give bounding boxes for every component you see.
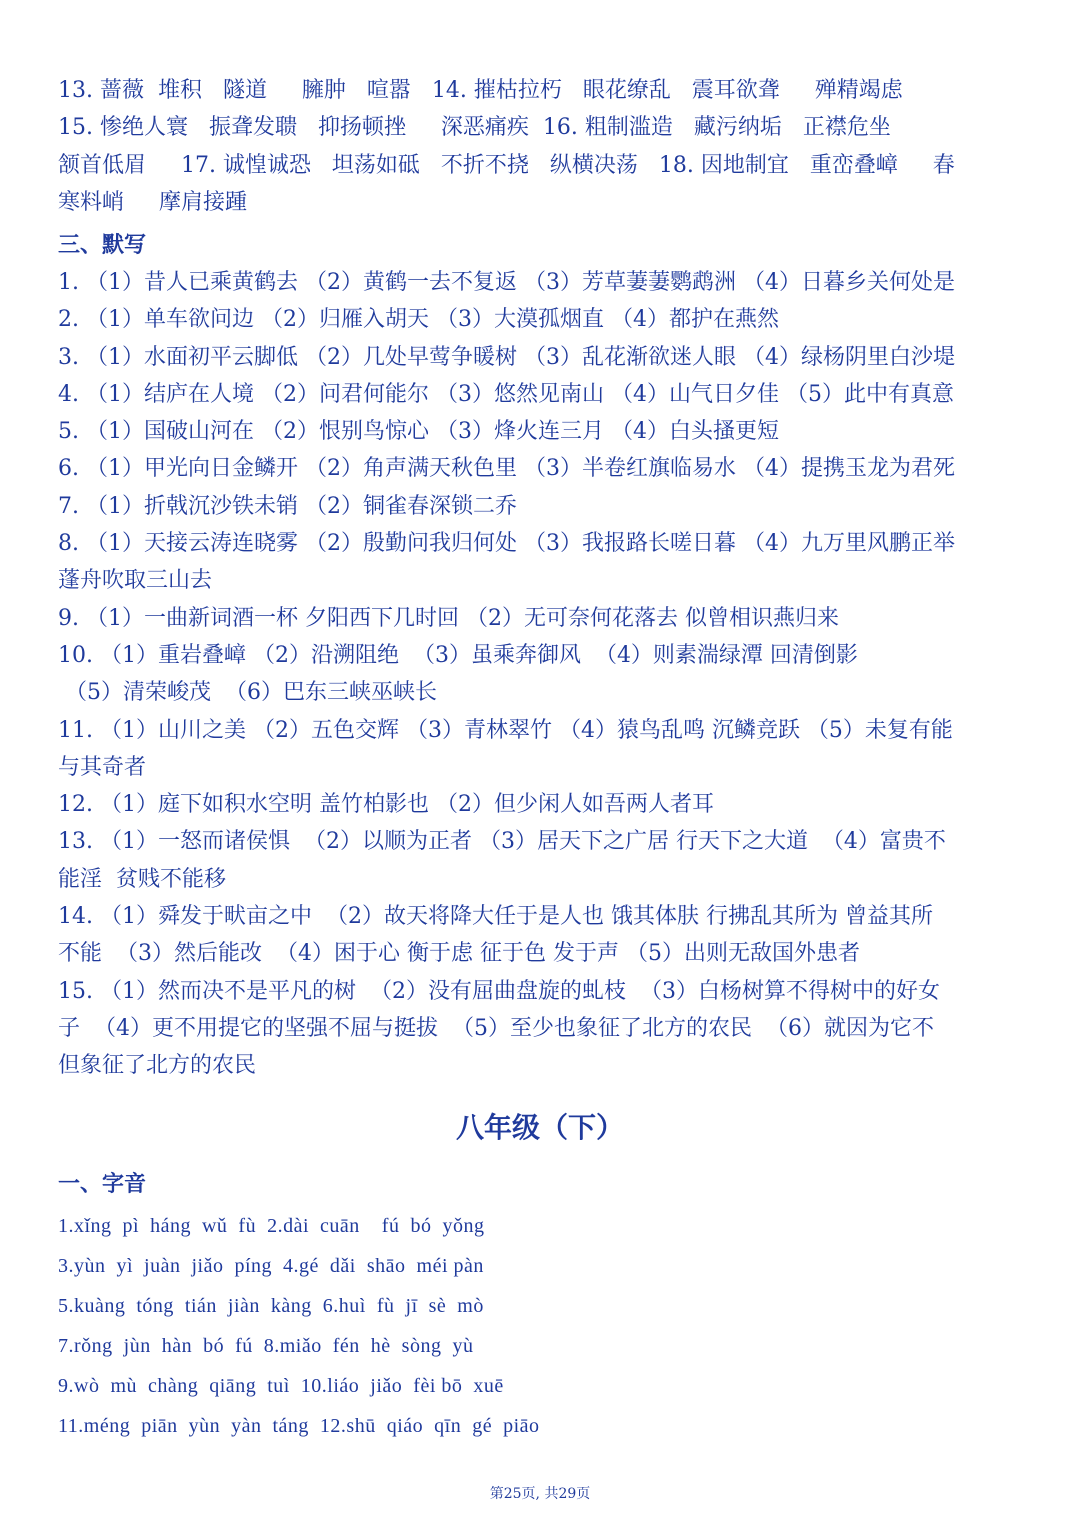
grade-section-title: 八年级（下）: [455, 1111, 624, 1144]
text-line: 但象征了北方的农民: [58, 1053, 257, 1079]
text-line: 9. （1）一曲新词酒一杯 夕阳西下几时回 （2）无可奈何花落去 似曾相识燕归来: [58, 605, 839, 631]
text-line: 5.kuàng tóng tián jiàn kàng 6.huì fù jī sè mò: [58, 1295, 484, 1317]
text-line: 不能 （3）然后能改 （4）困于心 衡于虑 征于色 发于声 （5）出则无敌国外患者: [58, 941, 860, 967]
idiom-answers: [58, 72, 1018, 221]
text-line: 与其奇者: [58, 754, 147, 780]
text-line: 14. （1）舜发于畎亩之中 （2）故天将降大任于是人也 饿其体肤 行拂乱其所为 曾益其所: [58, 904, 933, 930]
text-line: 子 （4）更不用提它的坚强不屈与挺拔 （5）至少也象征了北方的农民 （6）就因为它不: [58, 1015, 934, 1041]
section-heading-dictation: 三、默写: [58, 233, 147, 258]
text-line: 11. （1）山川之美 （2）五色交辉 （3）青林翠竹 （4）猿鸟乱鸣 沉鳞竞跃 （5）未复有能: [58, 717, 953, 743]
pronunciation-answers: [58, 1206, 1018, 1446]
text-line: 15. （1）然而决不是平凡的树 （2）没有屈曲盘旋的虬枝 （3）白杨树算不得树中的好女: [58, 978, 940, 1004]
text-line: 6. （1）甲光向日金鳞开 （2）角声满天秋色里 （3）半卷红旗临易水 （4）提携玉龙为君死: [58, 456, 955, 482]
text-line: 13. 蔷薇 堆积 隧道 臃肿 喧嚣 14. 摧枯拉朽 眼花缭乱 震耳欲聋 殚精竭虑: [58, 78, 903, 103]
text-line: 10. （1）重岩叠嶂 （2）沿溯阻绝 （3）虽乘奔御风 （4）则素湍绿潭 回清倒影: [58, 642, 858, 668]
text-line: 5. （1）国破山河在 （2）恨别鸟惊心 （3）烽火连三月 （4）白头搔更短: [58, 419, 779, 445]
text-line: 能淫 贫贱不能移: [58, 866, 226, 892]
text-line: 1. （1）昔人已乘黄鹤去 （2）黄鹤一去不复返 （3）芳草萋萋鹦鹉洲 （4）日暮乡关何处是: [58, 270, 955, 295]
text-line: 15. 惨绝人寰 振聋发聩 抑扬顿挫 深恶痛疾 16. 粗制滥造 藏污纳垢 正襟危坐: [58, 115, 891, 141]
text-line: 颔首低眉 17. 诚惶诚恐 坦荡如砥 不折不挠 纵横决荡 18. 因地制宜 重峦叠嶂 春: [58, 152, 955, 178]
text-line: 9.wò mù chàng qiāng tuì 10.liáo jiǎo fèi bō xuē: [58, 1375, 504, 1397]
text-line: 4. （1）结庐在人境 （2）问君何能尔 （3）悠然见南山 （4）山气日夕佳 （5）此中有真意: [58, 381, 954, 407]
dictation-answers: [58, 264, 1018, 1085]
text-line: 7. （1）折戟沉沙铁未销 （2）铜雀春深锁二乔: [58, 493, 517, 519]
text-line: 1.xǐng pì háng wǔ fù 2.dài cuān fú bó yǒng: [58, 1215, 485, 1237]
text-line: 11.méng piān yùn yàn táng 12.shū qiáo qīn gé piāo: [58, 1415, 540, 1437]
text-line: 13. （1）一怒而诸侯惧 （2）以顺为正者 （3）居天下之广居 行天下之大道 （4）富贵不: [58, 829, 946, 855]
page-number-footer: 第25页, 共29页: [489, 1486, 591, 1502]
text-line: 3. （1）水面初平云脚低 （2）几处早莺争暖树 （3）乱花渐欲迷人眼 （4）绿杨阴里白沙堤: [58, 344, 955, 370]
text-line: 7.rǒng jùn hàn bó fú 8.miǎo fén hè sòng yù: [58, 1335, 474, 1357]
text-line: 12. （1）庭下如积水空明 盖竹柏影也 （2）但少闲人如吾两人者耳: [58, 792, 714, 818]
text-line: 寒料峭 摩肩接踵: [58, 189, 247, 215]
text-line: 2. （1）单车欲问边 （2）归雁入胡天 （3）大漠孤烟直 （4）都护在燕然: [58, 307, 779, 333]
text-line: （5）清荣峻茂 （6）巴东三峡巫峡长: [58, 680, 437, 706]
text-line: 3.yùn yì juàn jiǎo píng 4.gé dǎi shāo méi pàn: [58, 1255, 484, 1277]
text-line: 8. （1）天接云涛连晓雾 （2）殷勤问我归何处 （3）我报路长嗟日暮 （4）九万里风鹏正举: [58, 531, 955, 557]
text-line: 蓬舟吹取三山去: [58, 568, 213, 594]
section-heading-pronunciation: 一、字音: [58, 1172, 147, 1197]
